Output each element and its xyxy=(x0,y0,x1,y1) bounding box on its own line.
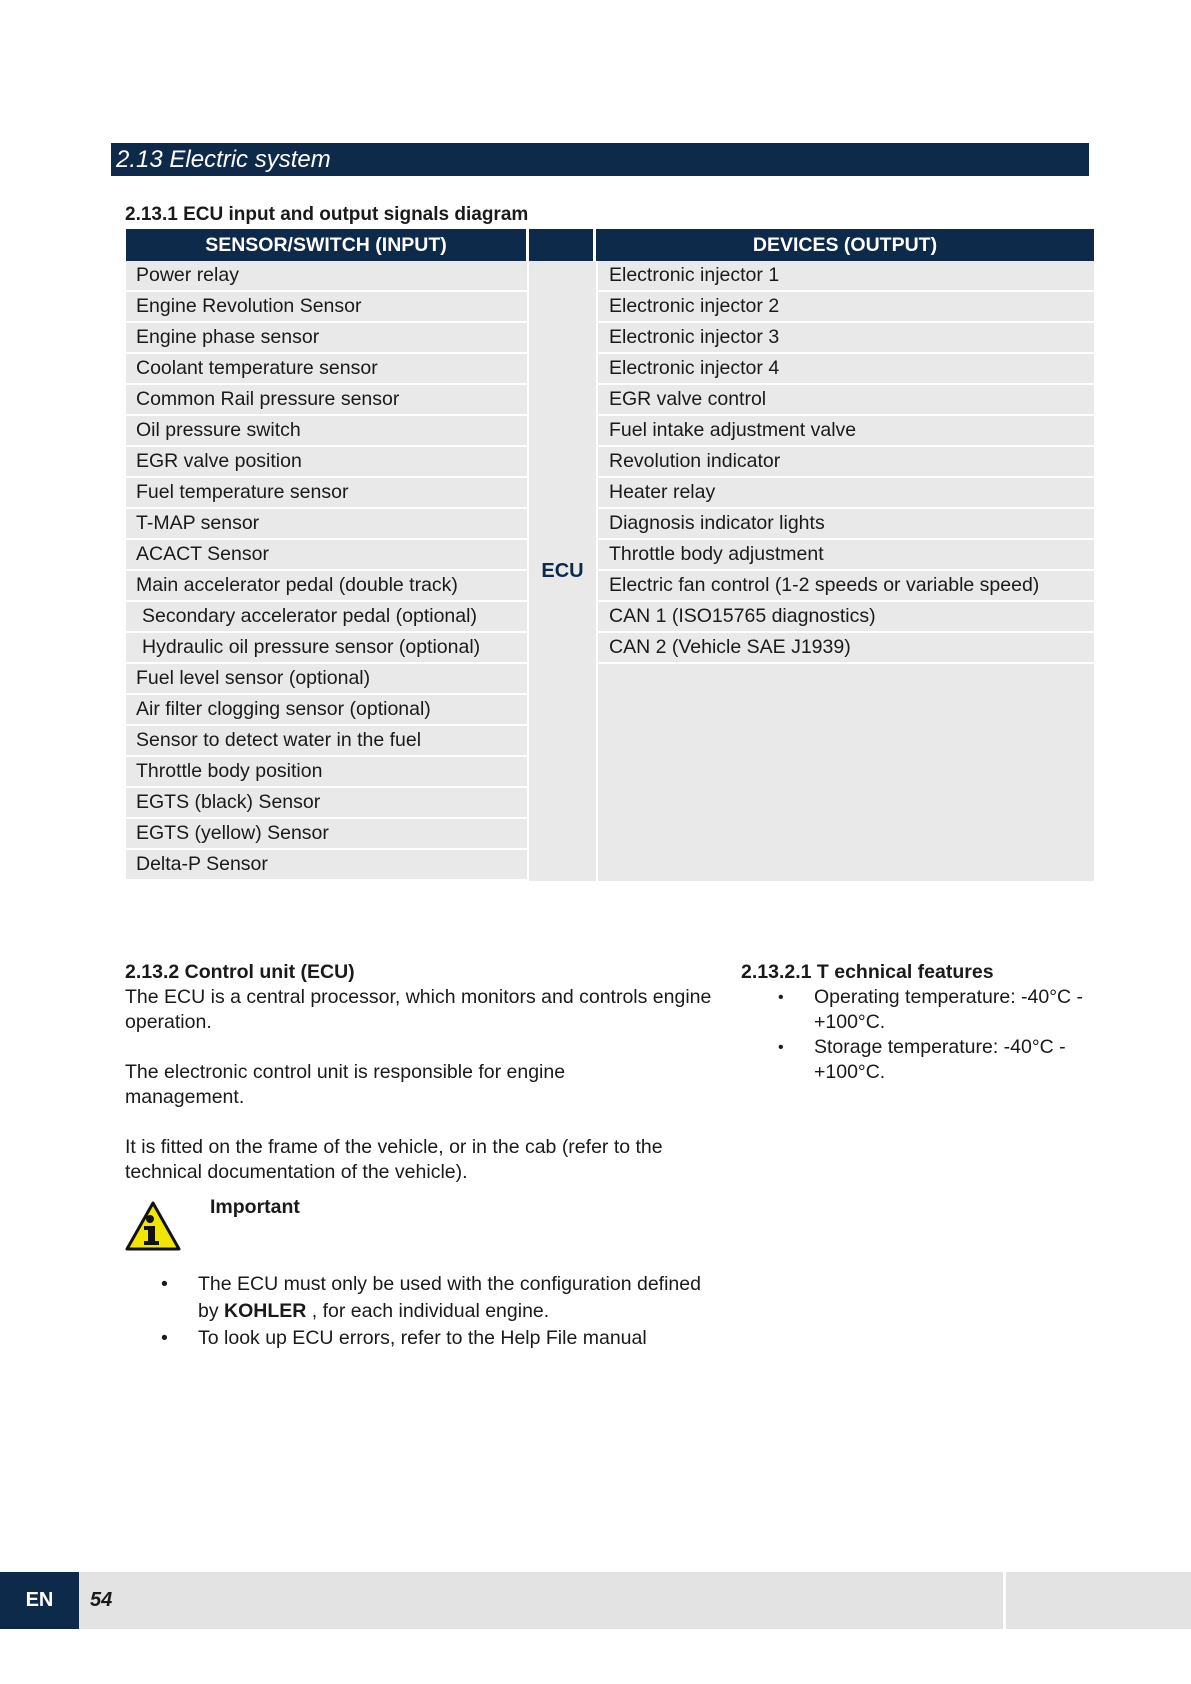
input-signal-cell: Power relay xyxy=(126,261,529,292)
input-signal-cell: EGTS (black) Sensor xyxy=(126,788,529,819)
bullet-dot: • xyxy=(161,1327,168,1349)
table-row xyxy=(126,385,1094,416)
bullet-text: To look up ECU errors, refer to the Help File manual xyxy=(198,1327,647,1349)
important-bullet-list xyxy=(125,1271,725,1352)
output-device-cell: EGR valve control xyxy=(596,385,1094,416)
important-label: Important xyxy=(210,1196,300,1218)
io-diagram-title: 2.13.1 ECU input and output signals diagram xyxy=(125,204,529,225)
input-signal-cell: Fuel temperature sensor xyxy=(126,478,529,509)
table-row xyxy=(126,571,1094,602)
output-device-cell: Heater relay xyxy=(596,478,1094,509)
table-row xyxy=(126,261,1094,292)
table-row xyxy=(126,447,1094,478)
input-signal-cell: Air filter clogging sensor (optional) xyxy=(126,695,529,726)
table-row xyxy=(126,602,1094,633)
technical-features-title: 2.13.2.1 T echnical features xyxy=(741,961,994,983)
input-signal-cell: Coolant temperature sensor xyxy=(126,354,529,385)
input-signal-cell: T-MAP sensor xyxy=(126,509,529,540)
page-number: 54 xyxy=(90,1589,113,1611)
bullet-text: , for each individual engine. xyxy=(306,1300,550,1322)
list-item xyxy=(125,1271,725,1325)
brand-name: KOHLER xyxy=(224,1300,307,1322)
table-row xyxy=(126,478,1094,509)
table-row xyxy=(126,323,1094,354)
output-device-cell: Electronic injector 3 xyxy=(596,323,1094,354)
bullet-dot: • xyxy=(161,1273,168,1295)
input-signal-cell: Common Rail pressure sensor xyxy=(126,385,529,416)
bullet-text: The ECU must only be used with the configuration defined by xyxy=(198,1273,701,1322)
input-signal-cell: ACACT Sensor xyxy=(126,540,529,571)
section-title: 2.13 Electric system xyxy=(111,143,1089,176)
footer-divider xyxy=(1003,1572,1006,1629)
table-row xyxy=(126,509,1094,540)
language-tag: EN xyxy=(0,1572,79,1629)
output-device-cell: Revolution indicator xyxy=(596,447,1094,478)
input-signal-cell: Throttle body position xyxy=(126,757,529,788)
table-row xyxy=(126,664,1094,695)
list-item xyxy=(125,1325,725,1352)
control-unit-paragraph: The ECU is a central processor, which monitors and controls engine operation. xyxy=(125,986,712,1033)
output-device-cell: Electronic injector 1 xyxy=(596,261,1094,292)
table-row xyxy=(126,633,1094,664)
ecu-column-header xyxy=(529,229,596,261)
output-device-cell: Electronic injector 2 xyxy=(596,292,1094,323)
list-item xyxy=(741,985,1101,1035)
io-table-body xyxy=(126,261,1094,881)
control-unit-paragraph: The electronic control unit is responsible for engine management. xyxy=(125,1061,566,1108)
technical-features-section xyxy=(741,960,1101,1085)
table-header-row xyxy=(126,229,1094,261)
control-unit-title: 2.13.2 Control unit (ECU) xyxy=(125,961,355,983)
output-device-cell: Fuel intake adjustment valve xyxy=(596,416,1094,447)
input-signal-cell: Delta-P Sensor xyxy=(126,850,529,881)
control-unit-paragraph: It is fitted on the frame of the vehicle, or in the cab (refer to the technical documentation of the vehicle). xyxy=(125,1136,663,1183)
control-unit-section xyxy=(125,960,725,1352)
feature-text: Operating temperature: -40°C - +100°C. xyxy=(814,986,1084,1033)
input-signal-cell: Sensor to detect water in the fuel xyxy=(126,726,529,757)
output-device-cell: Throttle body adjustment xyxy=(596,540,1094,571)
input-column-header: SENSOR/SWITCH (INPUT) xyxy=(126,229,529,261)
list-item xyxy=(741,1035,1101,1085)
output-device-cell: CAN 2 (Vehicle SAE J1939) xyxy=(596,633,1094,664)
input-signal-cell: Fuel level sensor (optional) xyxy=(126,664,529,695)
page-footer xyxy=(0,1572,1191,1629)
output-device-cell: Electronic injector 4 xyxy=(596,354,1094,385)
bullet-dot: • xyxy=(778,989,784,1006)
input-signal-cell: Oil pressure switch xyxy=(126,416,529,447)
output-device-cell: CAN 1 (ISO15765 diagnostics) xyxy=(596,602,1094,633)
input-signal-cell: Hydraulic oil pressure sensor (optional) xyxy=(126,633,529,664)
empty-output-cell xyxy=(596,664,1094,881)
table-row xyxy=(126,416,1094,447)
table-row xyxy=(126,292,1094,323)
technical-features-list xyxy=(741,985,1101,1085)
io-signals-table xyxy=(126,229,1094,881)
output-device-cell: Electric fan control (1-2 speeds or variable speed) xyxy=(596,571,1094,602)
output-device-cell: Diagnosis indicator lights xyxy=(596,509,1094,540)
bullet-dot: • xyxy=(778,1039,784,1056)
ecu-label: ECU xyxy=(529,261,596,881)
warning-triangle-info-icon xyxy=(125,1201,181,1251)
input-signal-cell: Engine phase sensor xyxy=(126,323,529,354)
input-signal-cell: Engine Revolution Sensor xyxy=(126,292,529,323)
input-signal-cell: EGTS (yellow) Sensor xyxy=(126,819,529,850)
input-signal-cell: Main accelerator pedal (double track) xyxy=(126,571,529,602)
input-signal-cell: Secondary accelerator pedal (optional) xyxy=(126,602,529,633)
input-signal-cell: EGR valve position xyxy=(126,447,529,478)
important-note xyxy=(125,1189,725,1259)
table-row xyxy=(126,354,1094,385)
feature-text: Storage temperature: -40°C - +100°C. xyxy=(814,1036,1066,1083)
table-row xyxy=(126,540,1094,571)
output-column-header: DEVICES (OUTPUT) xyxy=(596,229,1094,261)
